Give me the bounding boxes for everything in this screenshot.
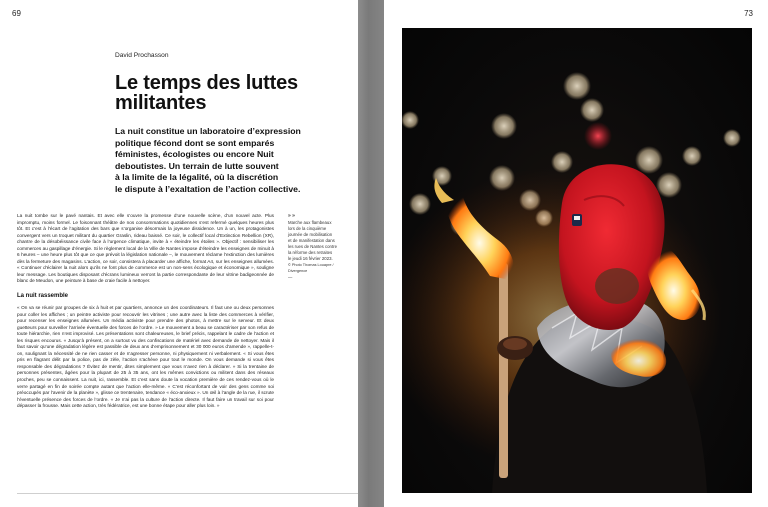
caption-line: journée de mobilisation bbox=[288, 232, 333, 237]
caption-line: les rues de Nantes contre bbox=[288, 244, 337, 249]
article-standfirst bbox=[115, 126, 347, 195]
caption-line: et de manifestation dans bbox=[288, 238, 335, 243]
standfirst-line: deboutistes. Un terrain de lutte souvent bbox=[115, 160, 279, 171]
torch-protester-photo bbox=[402, 28, 752, 493]
bokeh-light bbox=[656, 172, 682, 198]
bokeh-light bbox=[491, 113, 517, 139]
title-line: militantes bbox=[115, 92, 207, 114]
caption-line: Marche aux flambeaux bbox=[288, 220, 332, 225]
standfirst-line: La nuit constitue un laboratoire d’expression bbox=[115, 126, 301, 136]
bokeh-light bbox=[682, 146, 702, 166]
caption-line: la réforme des retraites bbox=[288, 250, 333, 255]
bokeh-light bbox=[402, 111, 419, 129]
page-gutter bbox=[358, 0, 384, 507]
page-number-right: 73 bbox=[744, 9, 753, 18]
bokeh-light bbox=[409, 193, 431, 215]
author-name: David Prochasson bbox=[115, 52, 169, 59]
bokeh-light bbox=[563, 72, 591, 100]
caption-arrows-icon: » » bbox=[288, 213, 295, 219]
standfirst-line: féministes, écologistes ou encore Nuit bbox=[115, 149, 274, 159]
title-line: Le temps des luttes bbox=[115, 72, 298, 94]
photo-illustration bbox=[402, 28, 752, 493]
page-number-left: 69 bbox=[12, 9, 21, 18]
bokeh-light bbox=[580, 98, 604, 122]
caption-line: lors de la cinquième bbox=[288, 226, 327, 231]
body-paragraph: « On va se réunir par groupes de six à huit et par quartiers, annonce un des coordinateurs. Il faut une ou deux personnes pour coller les affiches ; un peintre activiste pour recouvrir les vitrines ; une autre avec la liste des commerces à vérifier, pour recenser les enseignes allumées. Un média activiste pour prendre des photos, à mettre sur le serveur. Et deux guetteurs pour surveiller l’arrivée éventuelle des forces de l’ordre. » Le mouvement a beau se caractériser par son refus de toute hiérarchie, rien n’est improvisé. Les présentations sont chaleureuses, le brief précis, rappelant le cadre de l’action et les risques encourus. « Jusqu’à présent, on a surtout vu des confiscations de matériel avec demande de nettoyer. Mais il faut savoir qu’une dégradation légère est passible de deux ans d’emprisonnement et 30 000 euros d’amende », rappelle-t-on, soulignant la nécessité de ne rien casser et de n’agresser personne, ni physiquement ni verbalement. « Si vous êtes pris en flagrant délit par la police, pas de zèle, l’action s’achève pour tout le monde. On vous demande si vous êtes responsable des dégradations ? Évitez de mentir, dites simplement que vous n’avez rien à déclarer. » Si la trentaine de personnes présentes, âgées pour la plupart de 25 à 35 ans, ont les mêmes convictions ou militent dans des réseaux proches, peu se connaissent. La nuit, ici, rassemble. Et c’est sans doute la vocation première de ces rendez-vous où le verre partagé en fin de soirée compte autant que l’action elle-même. « C’est réconfortant de voir des gens comme soi préoccupés par l’avenir de la planète », glisse ce trentenaire, tendance « éco-anxieux ». Un œil à l’angle de la rue, il scrute l’éventuelle présence des forces de l’ordre. « Je n’ai pas la culture de l’action directe. Il faut faire un travail sur soi pour dépasser la frousse. Mais cette action, très fédératrice, est une bonne étape pour aller plus loin. » bbox=[17, 305, 274, 409]
photo-credit: © Photo Thomas Louapre / Divergence bbox=[288, 263, 334, 273]
bokeh-light bbox=[584, 122, 612, 150]
bokeh-light bbox=[635, 146, 663, 174]
photo-caption bbox=[288, 213, 348, 281]
caption-line: le jeudi 16 février 2023. bbox=[288, 256, 333, 261]
body-paragraph: La nuit tombe sur le pavé nantais. Et avec elle s’ouvre la promesse d’une nouvelle scène, d’un nouvel acte. Plus impromptu, moins formel. Le foisonnant théâtre de nos consommations quotidiennes s’est refermé quelques heures plus tôt. Et c’est à l’écart de l’agitation des bars que s’organise désormais la joyeuse dissidence. Un à un, les protagonistes convergent vers un troquet militant du quartier Graslin, rideau baissé. Ce soir, le collectif local d’Extinction Rebellion (XR), chantre de la désobéissance civile face à l’urgence climatique, invite à « éteindre les étoiles ». Objectif : sensibiliser les commerces au gaspillage d’énergie. Si le règlement local de la Ville de Nantes impose d’éteindre les enseignes de minuit à 6 heures – une heure plus tôt que ce que prévoit la législation nationale –, le mouvement réclame l’extinction des lumières dès la fermeture des magasins. L’action, ce soir, consistera à placarder une affiche, format A4, sur les enseignes allumées. « Continuer d’éclairer la nuit alors qu’ils ne font plus de commerce est un non-sens écologique et économique », souligne leur message. Les boutiques disposant d’écrans lumineux verront la partie correspondante de leur vitrine badigeonnée de blanc de Meudon, une peinture à base de craie facile à nettoyer. bbox=[17, 213, 274, 284]
standfirst-line: à la limite de la légalité, où la discrétion bbox=[115, 172, 279, 182]
article-body bbox=[17, 213, 274, 413]
torch-stick-left bbox=[499, 263, 508, 478]
article-title bbox=[115, 73, 351, 113]
caption-dash: — bbox=[288, 275, 293, 280]
bokeh-light bbox=[723, 129, 741, 147]
standfirst-line: politique fécond dont se sont emparés bbox=[115, 137, 275, 148]
bottom-rule bbox=[17, 493, 358, 494]
standfirst-line: le dispute à l’exaltation de l’action collective. bbox=[115, 183, 301, 194]
section-subhead: La nuit rassemble bbox=[17, 293, 69, 300]
